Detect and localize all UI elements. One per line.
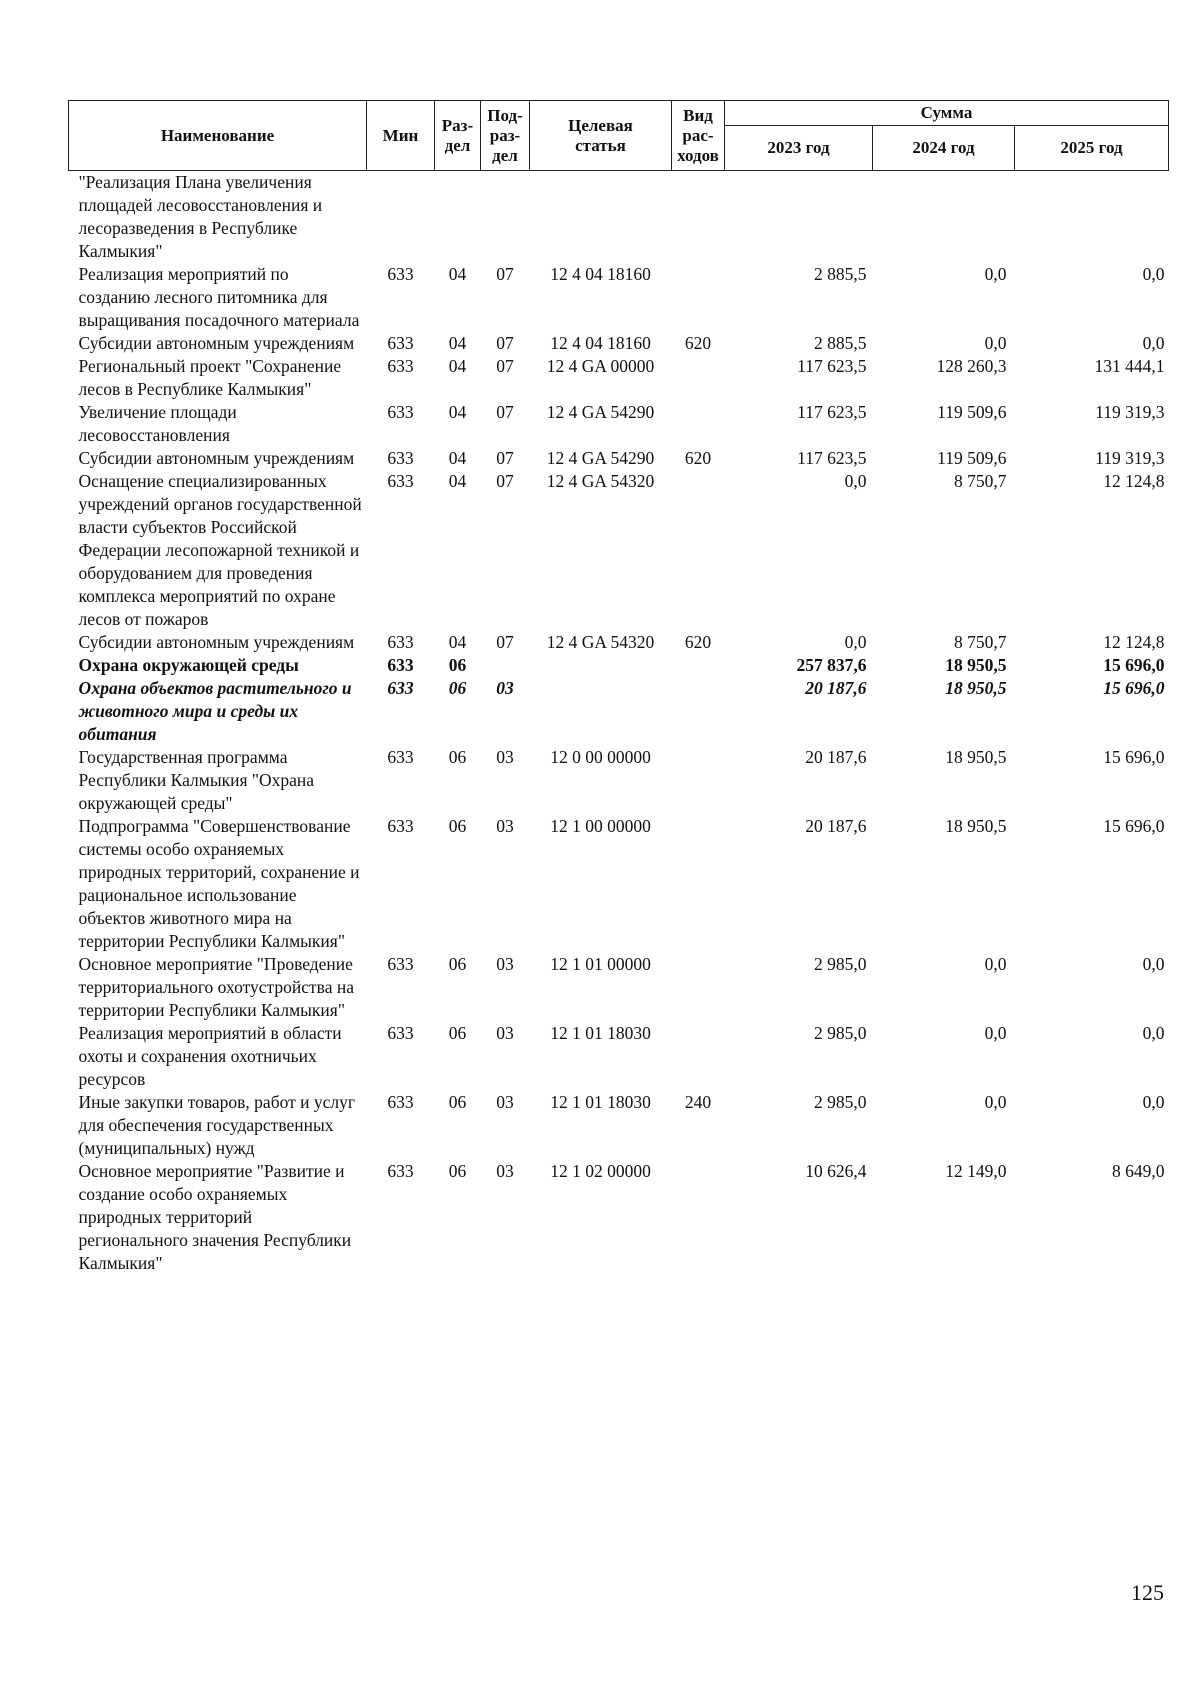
row-sum-2025: 0,0 — [1142, 1092, 1165, 1112]
row-podrazdel: 07 — [496, 333, 514, 353]
row-razdel: 04 — [448, 632, 467, 652]
row-razdel: 04 — [448, 333, 467, 353]
row-razdel: 06 — [448, 816, 467, 836]
row-razdel: 06 — [448, 1023, 467, 1043]
row-razdel — [435, 171, 481, 264]
row-sum-2025 — [1015, 171, 1169, 264]
row-celevaya: 12 4 04 18160 — [550, 264, 651, 284]
row-celevaya: 12 1 01 18030 — [550, 1092, 651, 1112]
row-sum-2024: 119 509,6 — [937, 402, 1007, 422]
row-vid — [672, 401, 725, 447]
row-name: Субсидии автономным учреждениям — [78, 448, 355, 468]
row-sum-2025: 131 444,1 — [1094, 356, 1165, 376]
table-body — [69, 171, 1169, 1276]
table-header — [69, 101, 1169, 171]
header-vid — [672, 101, 725, 171]
row-sum-2025: 119 319,3 — [1095, 402, 1165, 422]
header-2025: 2025 год — [1015, 126, 1169, 171]
row-sum-2025: 119 319,3 — [1095, 448, 1165, 468]
row-sum-2023: 117 623,5 — [797, 356, 867, 376]
row-sum-2025: 0,0 — [1142, 264, 1165, 284]
row-sum-2023: 2 885,5 — [814, 333, 867, 353]
row-celevaya — [530, 654, 672, 677]
row-min: 633 — [387, 333, 414, 353]
row-vid — [672, 355, 725, 401]
row-sum-2024: 18 950,5 — [945, 747, 1007, 767]
row-sum-2024: 0,0 — [984, 1092, 1007, 1112]
row-vid: 620 — [684, 333, 712, 353]
row-name: Региональный проект "Сохранение лесов в Республике Калмыкия" — [78, 356, 342, 399]
row-vid — [672, 263, 725, 332]
row-sum-2025: 12 124,8 — [1103, 471, 1165, 491]
table-row — [69, 953, 1169, 1022]
row-celevaya: 12 1 01 00000 — [550, 954, 651, 974]
row-vid — [672, 1022, 725, 1091]
row-razdel: 04 — [448, 356, 467, 376]
row-sum-2023: 20 187,6 — [805, 747, 867, 767]
table-row — [69, 332, 1169, 355]
table-row — [69, 746, 1169, 815]
row-min: 633 — [387, 632, 414, 652]
header-podrazdel — [481, 101, 530, 171]
row-celevaya: 12 0 00 00000 — [550, 747, 651, 767]
row-sum-2024: 8 750,7 — [954, 471, 1007, 491]
row-sum-2024 — [873, 171, 1015, 264]
table-row — [69, 654, 1169, 677]
header-vid-text: Вид рас- ходов — [677, 105, 719, 165]
table-row — [69, 470, 1169, 631]
row-podrazdel: 07 — [496, 356, 514, 376]
header-celevaya-text: Целевая статья — [568, 115, 633, 155]
row-podrazdel — [481, 654, 530, 677]
row-name: "Реализация Плана увеличения площадей лесовосстановления и лесоразведения в Республике Калмыкия" — [78, 172, 323, 261]
row-razdel: 06 — [448, 954, 467, 974]
row-podrazdel: 07 — [496, 402, 514, 422]
table-row — [69, 677, 1169, 746]
row-podrazdel: 03 — [496, 1092, 514, 1112]
row-sum-2023: 2 985,0 — [814, 954, 867, 974]
table-row — [69, 631, 1169, 654]
row-sum-2024: 0,0 — [984, 333, 1007, 353]
row-sum-2024: 0,0 — [984, 264, 1007, 284]
row-vid: 240 — [684, 1092, 712, 1112]
row-sum-2025: 15 696,0 — [1103, 747, 1165, 767]
row-min: 633 — [387, 954, 414, 974]
row-podrazdel: 03 — [496, 1023, 514, 1043]
row-razdel: 04 — [448, 471, 467, 491]
row-podrazdel: 07 — [496, 448, 514, 468]
row-sum-2024: 18 950,5 — [945, 816, 1007, 836]
row-sum-2025: 15 696,0 — [1103, 678, 1165, 698]
table-row — [69, 1160, 1169, 1275]
row-sum-2024: 119 509,6 — [937, 448, 1007, 468]
row-celevaya: 12 4 GA 54320 — [546, 471, 655, 491]
row-sum-2023: 10 626,4 — [805, 1161, 867, 1181]
row-razdel: 06 — [448, 1092, 467, 1112]
row-name: Реализация мероприятий в области охоты и сохранения охотничьих ресурсов — [78, 1023, 342, 1089]
row-sum-2023: 2 985,0 — [814, 1092, 867, 1112]
row-razdel: 06 — [448, 678, 467, 698]
page-number: 125 — [1131, 1580, 1164, 1605]
row-vid — [672, 815, 725, 953]
row-min: 633 — [387, 1023, 414, 1043]
budget-table — [68, 100, 1169, 1275]
row-podrazdel: 07 — [496, 632, 514, 652]
row-razdel: 06 — [448, 655, 467, 675]
row-vid: 620 — [684, 632, 712, 652]
row-podrazdel — [481, 171, 530, 264]
row-celevaya — [530, 677, 672, 746]
row-razdel: 04 — [448, 264, 467, 284]
table-row — [69, 447, 1169, 470]
row-sum-2024: 128 260,3 — [936, 356, 1007, 376]
row-sum-2025: 15 696,0 — [1103, 655, 1165, 675]
row-min — [367, 171, 435, 264]
row-vid — [672, 953, 725, 1022]
row-name: Субсидии автономным учреждениям — [78, 333, 355, 353]
row-vid — [672, 171, 725, 264]
row-sum-2023: 0,0 — [844, 471, 867, 491]
row-sum-2023: 0,0 — [844, 632, 867, 652]
row-sum-2024: 18 950,5 — [945, 678, 1007, 698]
header-celevaya — [530, 101, 672, 171]
row-min: 633 — [387, 1092, 414, 1112]
row-sum-2023 — [725, 171, 873, 264]
row-min: 633 — [387, 655, 414, 675]
header-2023: 2023 год — [725, 126, 873, 171]
row-celevaya: 12 1 01 18030 — [550, 1023, 651, 1043]
row-sum-2024: 18 950,5 — [945, 655, 1007, 675]
row-celevaya: 12 1 02 00000 — [550, 1161, 651, 1181]
header-razdel — [435, 101, 481, 171]
row-min: 633 — [387, 264, 414, 284]
table-row — [69, 1022, 1169, 1091]
row-sum-2025: 0,0 — [1142, 1023, 1165, 1043]
row-podrazdel: 07 — [496, 471, 514, 491]
header-name: Наименование — [69, 101, 367, 171]
row-vid — [672, 654, 725, 677]
row-podrazdel: 07 — [496, 264, 514, 284]
row-sum-2023: 20 187,6 — [805, 816, 867, 836]
row-name: Реализация мероприятий по созданию лесного питомника для выращивания посадочного материала — [78, 264, 360, 330]
row-name: Подпрограмма "Совершенствование системы особо охраняемых природных территорий, сохранение и рациональное использование объектов животного мира на территории Республики Калмыкия" — [78, 816, 360, 951]
row-celevaya: 12 4 GA 00000 — [546, 356, 655, 376]
header-podrazdel-text: Под- раз- дел — [487, 105, 523, 165]
row-sum-2025: 0,0 — [1142, 954, 1165, 974]
row-name: Основное мероприятие "Проведение территориального охотустройства на территории Республики Калмыкия" — [78, 954, 354, 1020]
row-razdel: 06 — [448, 747, 467, 767]
table-row — [69, 355, 1169, 401]
row-min: 633 — [387, 448, 414, 468]
row-podrazdel: 03 — [496, 678, 514, 698]
row-razdel: 04 — [448, 402, 467, 422]
row-name: Охрана окружающей среды — [78, 655, 299, 675]
row-name: Субсидии автономным учреждениям — [78, 632, 355, 652]
row-podrazdel: 03 — [496, 1161, 514, 1181]
row-sum-2023: 20 187,6 — [805, 678, 867, 698]
row-podrazdel: 03 — [496, 747, 514, 767]
header-2024: 2024 год — [873, 126, 1015, 171]
row-sum-2025: 0,0 — [1142, 333, 1165, 353]
row-celevaya: 12 4 GA 54290 — [546, 402, 655, 422]
row-celevaya: 12 4 04 18160 — [550, 333, 651, 353]
row-podrazdel: 03 — [496, 954, 514, 974]
row-sum-2024: 0,0 — [984, 954, 1007, 974]
row-name: Государственная программа Республики Калмыкия "Охрана окружающей среды" — [78, 747, 315, 813]
row-min: 633 — [387, 816, 414, 836]
row-sum-2024: 12 149,0 — [945, 1161, 1007, 1181]
row-sum-2024: 0,0 — [984, 1023, 1007, 1043]
row-min: 633 — [387, 471, 414, 491]
budget-page — [68, 100, 1168, 1275]
row-name: Увеличение площади лесовосстановления — [78, 402, 237, 445]
header-summa: Сумма — [725, 101, 1169, 126]
row-name: Оснащение специализированных учреждений органов государственной власти субъектов Российской Федерации лесопожарной техникой и оборудованием для проведения комплекса мероприятий по охране лесов от пожаров — [78, 471, 362, 629]
row-vid — [672, 1160, 725, 1275]
row-razdel: 06 — [448, 1161, 467, 1181]
row-min: 633 — [387, 402, 414, 422]
row-sum-2025: 15 696,0 — [1103, 816, 1165, 836]
row-min: 633 — [387, 678, 414, 698]
row-min: 633 — [387, 356, 414, 376]
row-vid — [672, 746, 725, 815]
row-sum-2023: 117 623,5 — [797, 448, 867, 468]
row-sum-2023: 2 985,0 — [814, 1023, 867, 1043]
row-sum-2023: 117 623,5 — [797, 402, 867, 422]
table-row — [69, 815, 1169, 953]
table-row — [69, 263, 1169, 332]
table-row — [69, 171, 1169, 264]
row-sum-2023: 2 885,5 — [814, 264, 867, 284]
row-sum-2023: 257 837,6 — [796, 655, 867, 675]
row-celevaya: 12 4 GA 54320 — [546, 632, 655, 652]
row-min: 633 — [387, 1161, 414, 1181]
row-name: Основное мероприятие "Развитие и создание особо охраняемых природных территорий регионального значения Республики Калмыкия" — [78, 1161, 352, 1273]
row-sum-2025: 8 649,0 — [1112, 1161, 1165, 1181]
row-podrazdel: 03 — [496, 816, 514, 836]
row-razdel: 04 — [448, 448, 467, 468]
row-celevaya — [530, 171, 672, 264]
row-name: Охрана объектов растительного и животного мира и среды их обитания — [78, 678, 352, 744]
row-vid: 620 — [684, 448, 712, 468]
table-row — [69, 401, 1169, 447]
row-sum-2025: 12 124,8 — [1103, 632, 1165, 652]
row-sum-2024: 8 750,7 — [954, 632, 1007, 652]
row-celevaya: 12 4 GA 54290 — [546, 448, 655, 468]
table-row — [69, 1091, 1169, 1160]
row-vid — [672, 470, 725, 631]
row-celevaya: 12 1 00 00000 — [550, 816, 651, 836]
row-vid — [672, 677, 725, 746]
row-min: 633 — [387, 747, 414, 767]
header-razdel-text: Раз- дел — [441, 115, 474, 155]
row-name: Иные закупки товаров, работ и услуг для обеспечения государственных (муниципальных) нужд — [78, 1092, 356, 1158]
header-min: Мин — [367, 101, 435, 171]
